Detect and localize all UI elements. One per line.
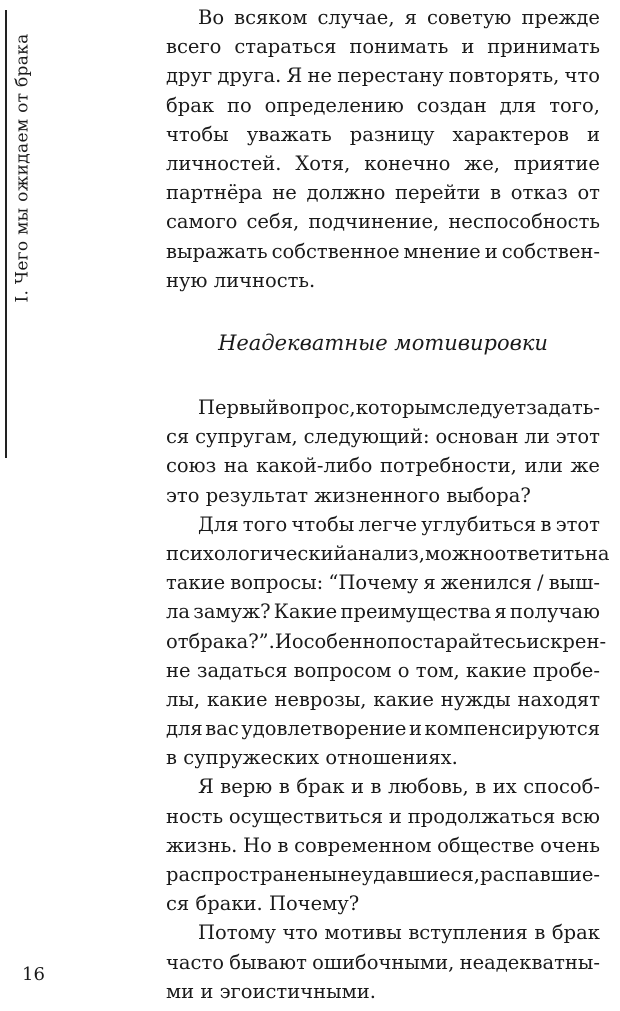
text-line: часто бывают ошибочными, неадекватны- — [166, 950, 600, 974]
page-number: 16 — [22, 964, 45, 985]
text-line: психологический анализ, можно ответить на — [166, 541, 610, 565]
text-line: ми и эгоистичными. — [166, 979, 376, 1003]
text-line: от брака?”. И особенно постарайтесь искрен- — [166, 629, 607, 653]
text-line: друг друга. Я не перестану повторять, что — [166, 64, 600, 88]
side-rule — [5, 10, 7, 458]
text-line: союз на какой-либо потребности, или же — [166, 454, 600, 478]
running-head — [8, 8, 38, 328]
text-line: не задаться вопросом о том, какие пробе- — [166, 658, 600, 682]
text-line: в супружеских отношениях. — [166, 746, 458, 770]
text-line: распространены неудавшиеся, распавшие- — [166, 863, 600, 886]
text-line: брак по определению создан для того, — [166, 93, 600, 117]
running-head-text: I. Чего мы ожидаем от брака — [13, 33, 34, 303]
text-line: чтобы уважать разницу характеров и — [166, 122, 600, 146]
text-line: такие вопросы: “Почему я женился / выш- — [166, 571, 600, 595]
text-line: ность осуществиться и продолжаться всю — [166, 804, 600, 828]
section-heading: Неадекватные мотивировки — [218, 331, 548, 355]
paragraph-block-1 — [166, 3, 600, 295]
text-line: Во всяком случае, я советую прежде — [198, 6, 600, 29]
text-line: выражать собственное мнение и собствен- — [166, 239, 600, 263]
text-line: Для того чтобы легче углубиться в этот — [198, 512, 600, 536]
text-line: это результат жизненного выбора? — [166, 483, 531, 507]
text-line: ся супругам, следующий: основан ли этот — [166, 425, 600, 449]
text-line: Потому что мотивы вступления в брак — [198, 921, 600, 945]
text-line: Я верю в брак и в любовь, в их способ- — [198, 775, 600, 799]
paragraph-block-2 — [166, 393, 610, 1006]
text-line: ся браки. Почему? — [166, 892, 360, 916]
text-line: для вас удовлетворение и компенсируются — [166, 717, 600, 741]
text-line: Первый вопрос, которым следует задать- — [198, 396, 600, 419]
text-line: жизнь. Но в современном обществе очень — [166, 833, 600, 857]
text-line: лы, какие неврозы, какие нужды находят — [166, 687, 600, 711]
text-line: личностей. Хотя, конечно же, приятие — [166, 151, 600, 175]
text-line: ную личность. — [166, 268, 316, 292]
text-line: всего стараться понимать и принимать — [166, 35, 600, 59]
text-line: ла замуж? Какие преимущества я получаю — [166, 600, 600, 624]
text-line: партнёра не должно перейти в отказ от — [166, 181, 600, 205]
text-line: самого себя, подчинение, неспособность — [166, 210, 600, 234]
